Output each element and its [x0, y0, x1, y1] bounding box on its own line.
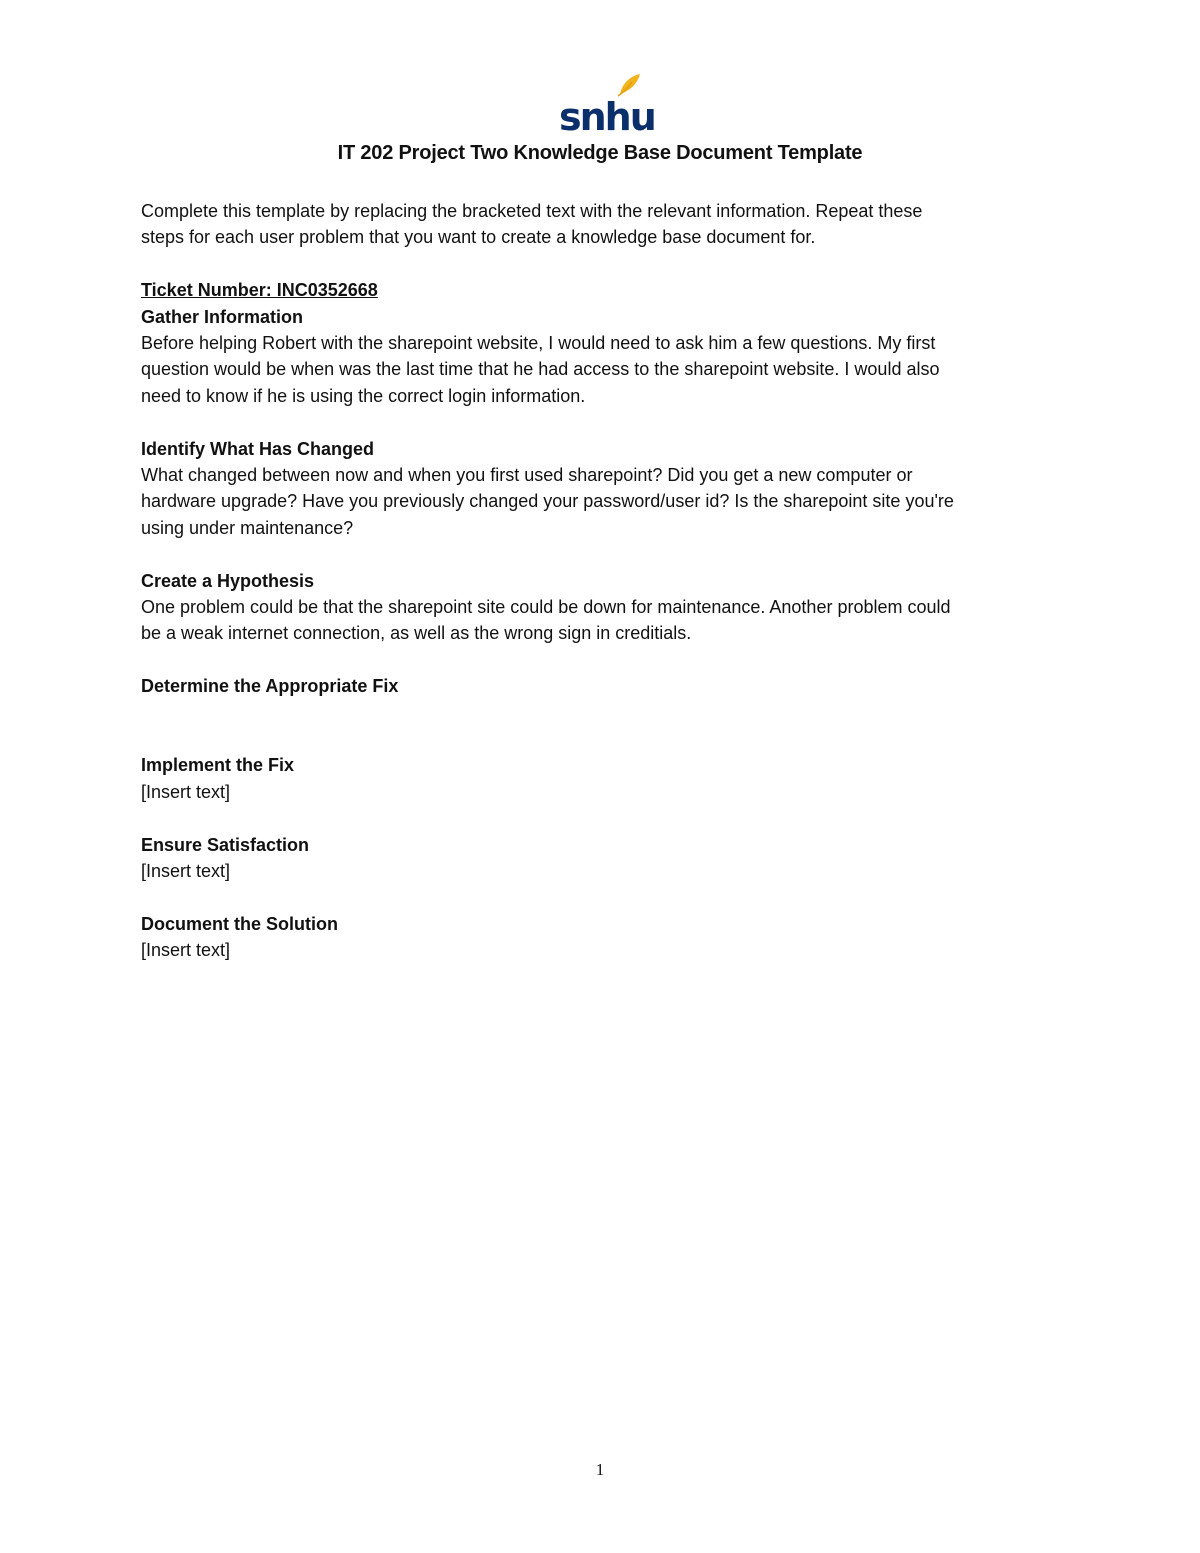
- heading-create-hypothesis: Create a Hypothesis: [141, 570, 315, 591]
- document-body: [141, 198, 1061, 964]
- logo-text: snhu: [559, 95, 655, 139]
- document-placeholder: [Insert text]: [141, 940, 231, 961]
- heading-document-solution: Document the Solution: [141, 913, 338, 934]
- intro-line: Complete this template by replacing the bracketed text with the relevant information. Repeat these: [141, 201, 923, 221]
- heading-determine-fix: Determine the Appropriate Fix: [141, 676, 399, 697]
- identify-line: using under maintenance?: [141, 517, 354, 538]
- page-number: 1: [595, 1460, 605, 1479]
- identify-line: hardware upgrade? Have you previously changed your password/user id? Is the sharepoint site you're: [141, 491, 954, 512]
- heading-gather-information: Gather Information: [141, 306, 304, 327]
- snhu-logo: [558, 72, 655, 139]
- ticket-number: Ticket Number: INC0352668: [141, 280, 378, 301]
- heading-ensure-satisfaction: Ensure Satisfaction: [141, 834, 310, 855]
- hypothesis-line: be a weak internet connection, as well as the wrong sign in creditials.: [141, 623, 692, 644]
- heading-identify-changes: Identify What Has Changed: [141, 438, 375, 459]
- satisfaction-placeholder: [Insert text]: [141, 861, 231, 882]
- implement-placeholder: [Insert text]: [141, 781, 231, 802]
- hypothesis-line: One problem could be that the sharepoint site could be down for maintenance. Another problem could: [141, 597, 951, 618]
- page-title: IT 202 Project Two Knowledge Base Document Template: [337, 142, 863, 164]
- gather-line: question would be when was the last time that he had access to the sharepoint website. I would also: [141, 359, 940, 380]
- heading-implement-fix: Implement the Fix: [141, 755, 295, 776]
- identify-line: What changed between now and when you first used sharepoint? Did you get a new computer or: [141, 465, 913, 486]
- intro-line: steps for each user problem that you want to create a knowledge base document for.: [141, 227, 816, 248]
- gather-line: need to know if he is using the correct login information.: [141, 385, 586, 406]
- snhu-logo-graphic: [558, 72, 655, 139]
- gather-line: Before helping Robert with the sharepoint website, I would need to ask him a few questions. My first: [141, 333, 936, 354]
